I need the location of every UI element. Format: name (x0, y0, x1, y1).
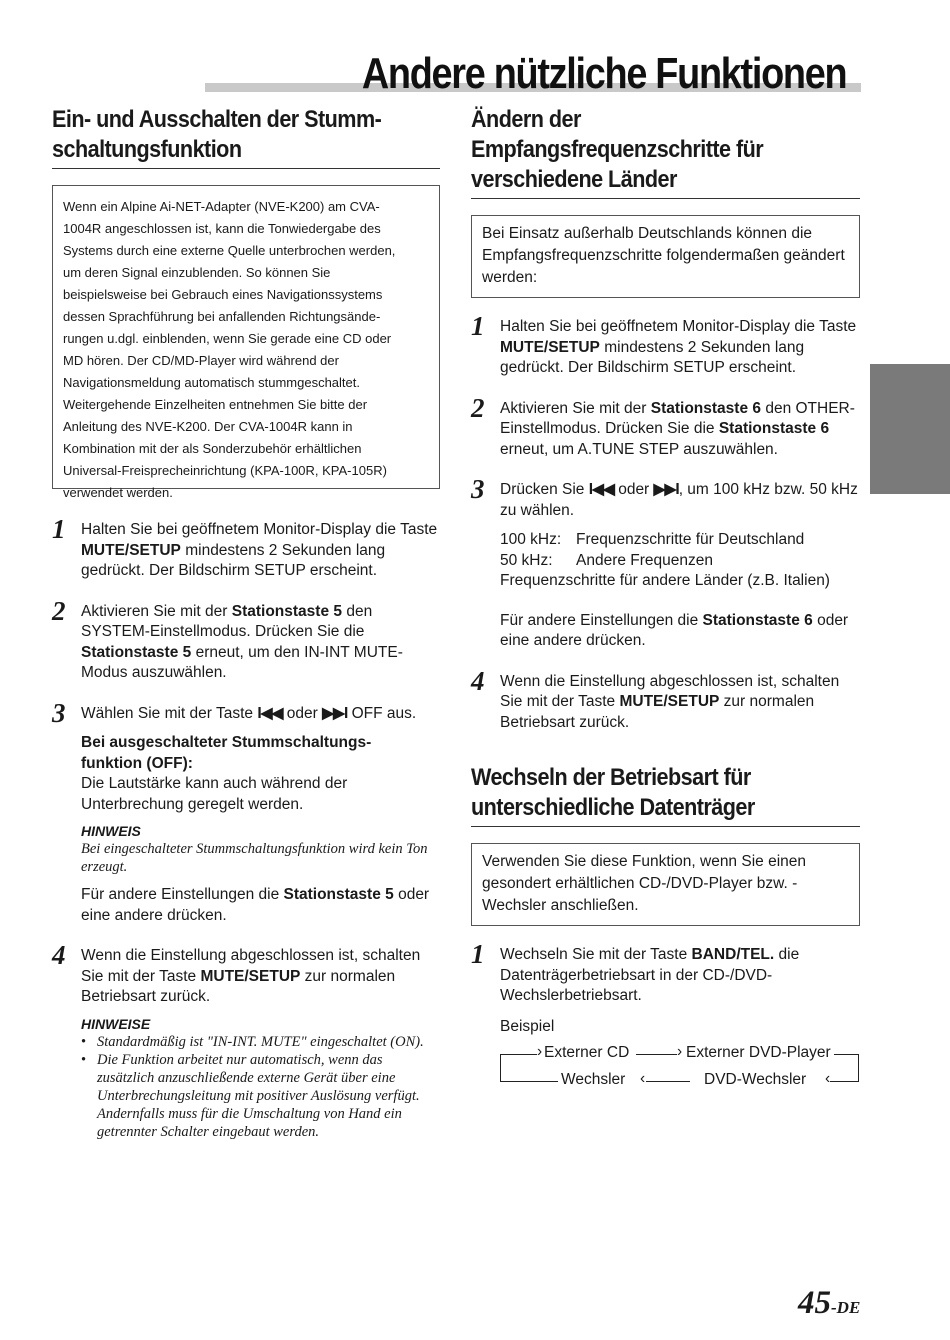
flow-line (500, 1054, 501, 1082)
info-line: Weitergehende Einzelheiten entnehmen Sie bitte der (63, 397, 368, 412)
arrow-left-icon: ‹ (825, 1070, 831, 1087)
info-line: Anleitung des NVE-K200. Der CVA-1004R kann in (63, 419, 353, 434)
other-text: Für andere Einstellungen die (500, 611, 703, 629)
step-number: 2 (471, 392, 485, 423)
key-name: Stationstaste 6 (718, 420, 830, 437)
step-number: 1 (52, 514, 66, 544)
right-other-settings (471, 611, 860, 652)
info-line: verwendet werden. (63, 485, 173, 500)
info-line: rungen u.dgl. einblenden, wenn Sie gerade eine CD oder (63, 331, 392, 346)
page-number-value: 45 (798, 1285, 831, 1321)
freq-value: Frequenzschritte für Deutschland (576, 531, 805, 548)
step-text: Wenn die Einstellung abgeschlossen ist, schalten Sie mit der Taste (500, 672, 840, 710)
arrow-left-icon: ‹ (640, 1070, 646, 1087)
arrow-right-icon: › (677, 1043, 683, 1060)
step-text: Wechseln Sie mit der Taste (500, 946, 692, 963)
step-text: Aktivieren Sie mit der (500, 399, 651, 417)
left-heading-line1: Ein- und Ausschalten der Stumm- (52, 106, 382, 133)
step-text: die Datenträgerbetriebsart in der CD-/DVD-Wechslerbetriebsart. (500, 946, 800, 1004)
flow-line (646, 1081, 690, 1082)
freq-row (500, 551, 860, 572)
key-name: Stationstaste 5 (81, 643, 192, 661)
flow-line (858, 1054, 859, 1082)
freq-extra: Frequenzschritte für andere Länder (z.B. Italien) (500, 572, 830, 589)
step-text: Wählen Sie mit der Taste (81, 704, 258, 722)
freq-key: 100 kHz: (500, 531, 562, 548)
key-name: MUTE/SETUP (200, 967, 301, 985)
right-info-box-2: Verwenden Sie diese Funktion, wenn Sie einen gesondert erhältlichen CD-/DVD-Player bzw. -Wechsler anschließen. (471, 843, 860, 926)
step-text: zur normalen Betriebsart zurück. (500, 693, 815, 731)
beispiel-label: Beispiel (500, 1017, 555, 1035)
left-other-settings (52, 885, 440, 926)
flow-line (834, 1054, 858, 1055)
key-name: Stationstaste 5 (283, 886, 394, 903)
key-name: BAND/TEL. (691, 946, 775, 963)
freq-table (471, 530, 860, 592)
right-heading-2-line1: Wechseln der Betriebsart für (471, 764, 751, 791)
off-text: Die Lautstärke kann auch während der Unterbrechung geregelt werden. (81, 775, 348, 813)
page-number-suffix: -DE (831, 1298, 861, 1317)
info-line: dessen Sprachführung bei anfallenden Richtungsände- (63, 309, 381, 324)
key-name: MUTE/SETUP (619, 693, 720, 710)
freq-value: Andere Frequenzen (576, 551, 714, 569)
step-text: Halten Sie bei geöffnetem Monitor-Display die Taste (500, 318, 857, 335)
left-heading (52, 105, 440, 169)
flow-line (636, 1054, 680, 1055)
info-line: MD hören. Der CD/MD-Player wird während der (63, 353, 339, 368)
hinweise-item: • Standardmäßig ist "IN-INT. MUTE" eingeschaltet (ON). (97, 1033, 440, 1051)
page-number (798, 1283, 860, 1328)
right-step-2 (471, 392, 860, 461)
left-step-3 (52, 697, 440, 728)
step-number: 4 (52, 940, 66, 970)
step-text: den OTHER-Einstellmodus. Drücken Sie die (500, 399, 855, 437)
left-step-1 (52, 514, 440, 582)
next-track-icon: ▶▶I (322, 704, 348, 722)
left-info-box (52, 185, 440, 500)
step-number: 4 (471, 665, 485, 696)
step-text: Aktivieren Sie mit der (81, 602, 232, 620)
info-line: Systems durch eine externe Quelle unterbrochen werden, (63, 243, 396, 258)
off-heading-line1: Bei ausgeschalteter Stummschaltungs- (81, 734, 372, 751)
right-heading-2-line2: unterschiedliche Datenträger (471, 794, 755, 821)
right-heading-line2: Empfangsfrequenzschritte für (471, 136, 764, 163)
step-text: OFF aus. (347, 704, 417, 722)
info-line: Kombination mit der als Sonderzubehör erhältlichen (63, 441, 362, 456)
step-text: Halten Sie bei geöffnetem Monitor-Display die Taste (81, 521, 438, 538)
freq-key: 50 kHz: (500, 551, 553, 569)
off-heading (52, 733, 440, 774)
key-name: Stationstaste 6 (702, 611, 813, 629)
step-text: Drücken Sie (500, 481, 589, 498)
left-heading-line2: schaltungsfunktion (52, 136, 242, 163)
info-line: Wenn ein Alpine Ai-NET-Adapter (NVE-K200) am CVA- (63, 199, 380, 214)
step-number: 3 (52, 697, 66, 728)
flow-line (500, 1054, 540, 1055)
step-text: oder (282, 704, 323, 722)
off-heading-line2: funktion (OFF): (81, 754, 193, 772)
right-step-5 (471, 939, 860, 1007)
step-text: Wenn die Einstellung abgeschlossen ist, schalten Sie mit der Taste (81, 947, 421, 985)
hinweis-heading: HINWEIS (81, 823, 141, 839)
step-number: 1 (471, 311, 485, 341)
info-line: um deren Signal einzublenden. So können Sie (63, 265, 331, 280)
key-name: Stationstaste 6 (650, 399, 762, 417)
step-text: mindestens 2 Sekunden lang gedrückt. Der Bildschirm SETUP erscheint. (81, 541, 386, 579)
other-text: oder eine andere drücken. (81, 886, 430, 924)
left-step-2 (52, 595, 440, 684)
arrow-right-icon: › (537, 1043, 543, 1060)
right-heading-line3: verschiedene Länder (471, 166, 677, 193)
key-name: Stationstaste 5 (231, 602, 343, 620)
left-column (52, 105, 440, 1141)
flow-line (830, 1081, 859, 1082)
step-text: oder (613, 481, 654, 498)
flow-line (500, 1081, 558, 1082)
step-number: 1 (471, 939, 485, 969)
info-line: 1004R angeschlossen ist, kann die Tonwiedergabe des (63, 221, 381, 236)
info-line: Navigationsmeldung automatisch stummgeschaltet. (63, 375, 360, 390)
left-step-4 (52, 940, 440, 1008)
right-column (471, 105, 860, 1095)
key-name: MUTE/SETUP (81, 541, 181, 559)
flow-step: Externer DVD-Player (686, 1044, 831, 1061)
right-heading (471, 105, 860, 199)
step-number: 2 (52, 595, 66, 626)
step-text: erneut, um A.TUNE STEP auszuwählen. (500, 440, 778, 458)
page-title: Andere nützliche Funktionen (361, 49, 846, 98)
right-heading-line1: Ändern der (471, 106, 581, 133)
right-heading-2 (471, 763, 860, 827)
flow-step: Externer CD (544, 1044, 630, 1061)
step-text: , um 100 kHz bzw. 50 kHz zu wählen. (500, 481, 858, 519)
step-text: zur normalen Betriebsart zurück. (81, 967, 396, 1005)
previous-track-icon: I◀◀ (588, 481, 614, 498)
step-number: 3 (471, 474, 485, 504)
hinweise-item: • Die Funktion arbeitet nur automatisch, wenn das zusätzlich anzuschließende externe Gerät über eine Unterbrechungsleitung mit positiver Auslösung verfügt. Andernfalls muss für die Umschaltung von Hand ein getrennter Schalter eingebaut werden. (97, 1051, 440, 1141)
hinweise-heading: HINWEISE (81, 1015, 151, 1032)
other-text: Für andere Einstellungen die (81, 886, 284, 903)
step-text: erneut, um den IN-INT MUTE-Modus auszuwählen. (81, 643, 403, 681)
right-step-3 (471, 474, 860, 521)
mode-flow-diagram (500, 1043, 860, 1095)
info-line: beispielsweise bei Gebrauch eines Navigationssystems (63, 287, 383, 302)
freq-row (500, 530, 860, 551)
right-step-4 (471, 665, 860, 734)
previous-track-icon: I◀◀ (257, 704, 283, 722)
side-tab (870, 364, 950, 494)
hinweis-text: Bei eingeschalteter Stummschaltungsfunktion wird kein Ton erzeugt. (81, 841, 428, 875)
info-line: Universal-Freisprecheinrichtung (KPA-100R, KPA-105R) (63, 463, 387, 478)
hinweise-list (52, 1033, 440, 1141)
flow-step: Wechsler (561, 1071, 626, 1088)
right-step-1 (471, 311, 860, 379)
flow-step: DVD-Wechsler (704, 1071, 807, 1088)
step-text: den SYSTEM-Einstellmodus. Drücken Sie die (81, 602, 373, 640)
key-name: MUTE/SETUP (500, 338, 600, 356)
step-text: mindestens 2 Sekunden lang gedrückt. Der Bildschirm SETUP erscheint. (500, 338, 805, 376)
right-info-box: Bei Einsatz außerhalb Deutschlands können die Empfangsfrequenzschritte folgendermaßen geändert werden: (471, 215, 860, 298)
other-text: oder eine andere drücken. (500, 611, 849, 649)
next-track-icon: ▶▶I (653, 481, 679, 498)
